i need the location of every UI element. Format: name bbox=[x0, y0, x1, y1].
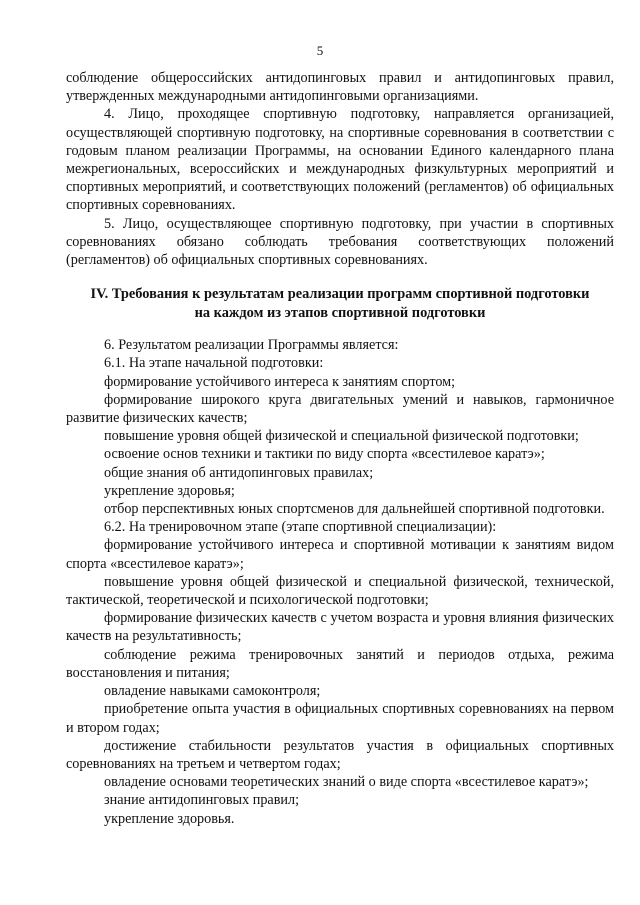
list-item: формирование широкого круга двигательных умений и навыков, гармоничное развитие физических качеств; bbox=[66, 391, 614, 427]
list-item: соблюдение режима тренировочных занятий и периодов отдыха, режима восстановления и питания; bbox=[66, 646, 614, 681]
page-number: 5 bbox=[316, 43, 324, 58]
paragraph: 6.1. На этапе начальной подготовки: bbox=[104, 355, 324, 372]
list-item: укрепление здоровья. bbox=[104, 810, 235, 827]
list-item: формирование устойчивого интереса и спортивной мотивации к занятиям видом спорта «всестилевое каратэ»; bbox=[66, 537, 614, 572]
paragraph: 5. Лицо, осуществляющее спортивную подготовку, при участии в спортивных соревнованиях обязано соблюдать требования соответствующих положений (регламентов) об официальных спортивных соревнованиях. bbox=[66, 215, 614, 269]
section-heading bbox=[66, 285, 614, 322]
page-body bbox=[66, 69, 614, 828]
list-item: формирование устойчивого интереса к занятиям спортом; bbox=[104, 373, 456, 390]
list-item: знание антидопинговых правил; bbox=[104, 792, 300, 809]
list-item: повышение уровня общей физической и специальной физической, технической, тактической, теоретической и психологической подготовки; bbox=[66, 573, 614, 609]
list-item: повышение уровня общей физической и специальной физической подготовки; bbox=[104, 428, 579, 445]
section-heading-line: на каждом из этапов спортивной подготовки bbox=[194, 304, 486, 321]
paragraph: 4. Лицо, проходящее спортивную подготовку, направляется организацией, осуществляющей спортивную подготовку, на спортивные соревнования в соответствии с годовым планом реализации Программы, на основании Единого календарного плана межрегиональных, всероссийских и международных физкультурных мероприятий и спортивных мероприятий, и соответствующих положений (регламентов) об официальных спортивных соревнованиях. bbox=[66, 106, 614, 214]
list-item: общие знания об антидопинговых правилах; bbox=[104, 464, 374, 481]
section-heading-line: IV. Требования к результатам реализации программ спортивной подготовки bbox=[90, 286, 590, 303]
list-item: овладение навыками самоконтроля; bbox=[104, 683, 321, 700]
list-item: овладение основами теоретических знаний о виде спорта «всестилевое каратэ»; bbox=[104, 774, 589, 791]
paragraph: 6.2. На тренировочном этапе (этапе спортивной специализации): bbox=[104, 519, 497, 536]
list-item: освоение основ техники и тактики по виду спорта «всестилевое каратэ»; bbox=[104, 446, 545, 463]
list-item: достижение стабильности результатов участия в официальных спортивных соревнованиях на третьем и четвертом годах; bbox=[66, 737, 614, 772]
list-item: отбор перспективных юных спортсменов для дальнейшей спортивной подготовки. bbox=[104, 501, 605, 518]
paragraph: 6. Результатом реализации Программы является: bbox=[104, 337, 399, 354]
list-item: формирование физических качеств с учетом возраста и уровня влияния физических качеств на результативность; bbox=[66, 610, 614, 645]
list-item: приобретение опыта участия в официальных спортивных соревнованиях на первом и втором годах; bbox=[66, 701, 614, 736]
list-item: укрепление здоровья; bbox=[104, 482, 235, 499]
paragraph: соблюдение общероссийских антидопинговых правил и антидопинговых правил, утвержденных международными антидопинговыми организациями. bbox=[66, 70, 614, 105]
